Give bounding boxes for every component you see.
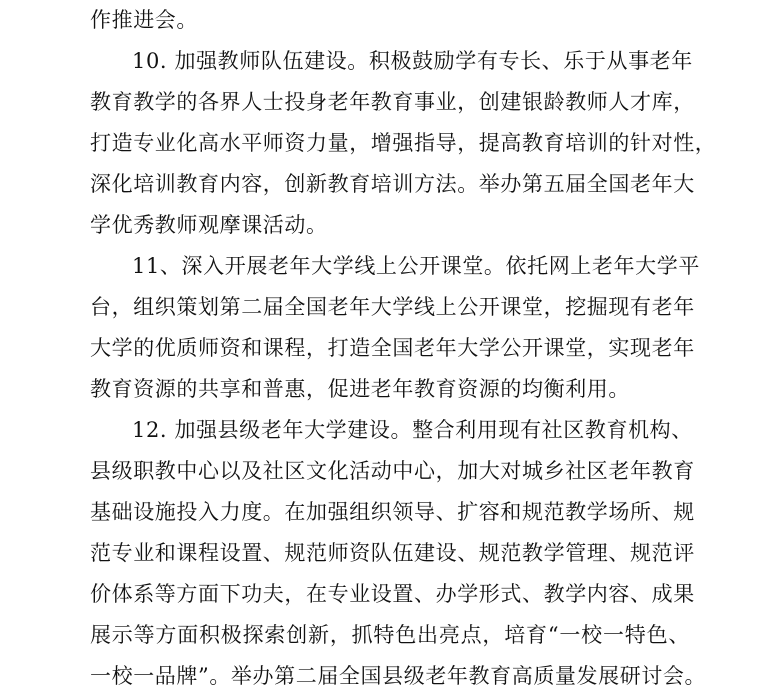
paragraph-line: 打造专业化高水平师资力量，增强指导，提高教育培训的针对性，: [90, 131, 717, 155]
paragraph-line: 范专业和课程设置、规范师资队伍建设、规范教学管理、规范评: [90, 541, 695, 565]
paragraph-line: 大学的优质师资和课程，打造全国老年大学公开课堂，实现老年: [90, 336, 695, 360]
paragraph-line: 展示等方面积极探索创新，抓特色出亮点，培育“一校一特色、: [90, 623, 690, 647]
document-body: [90, 0, 717, 697]
paragraph-first-line: 12. 加强县级老年大学建设。整合利用现有社区教育机构、: [132, 418, 693, 442]
paragraph-line: 教育资源的共享和普惠，促进老年教育资源的均衡利用。: [90, 377, 630, 401]
paragraph-line: 学优秀教师观摩课活动。: [90, 213, 328, 237]
paragraph-line: 深化培训教育内容，创新教育培训方法。举办第五届全国老年大: [90, 172, 695, 196]
paragraph-line: 教育教学的各界人士投身老年教育事业，创建银龄教师人才库，: [90, 90, 695, 114]
paragraph-line: 价体系等方面下功夫，在专业设置、办学形式、教学内容、成果: [90, 582, 695, 606]
paragraph-line: 作推进会。: [90, 8, 198, 32]
paragraph-line: 台，组织策划第二届全国老年大学线上公开课堂，挖掘现有老年: [90, 295, 695, 319]
paragraph-line: 基础设施投入力度。在加强组织领导、扩容和规范教学场所、规: [90, 500, 695, 524]
paragraph-line: 县级职教中心以及社区文化活动中心，加大对城乡社区老年教育: [90, 459, 695, 483]
paragraph-first-line: 11、深入开展老年大学线上公开课堂。依托网上老年大学平: [132, 254, 700, 278]
paragraph-line: 一校一品牌”。举办第二届全国县级老年教育高质量发展研讨会。: [90, 664, 707, 688]
paragraph-first-line: 10. 加强教师队伍建设。积极鼓励学有专长、乐于从事老年: [132, 49, 693, 73]
